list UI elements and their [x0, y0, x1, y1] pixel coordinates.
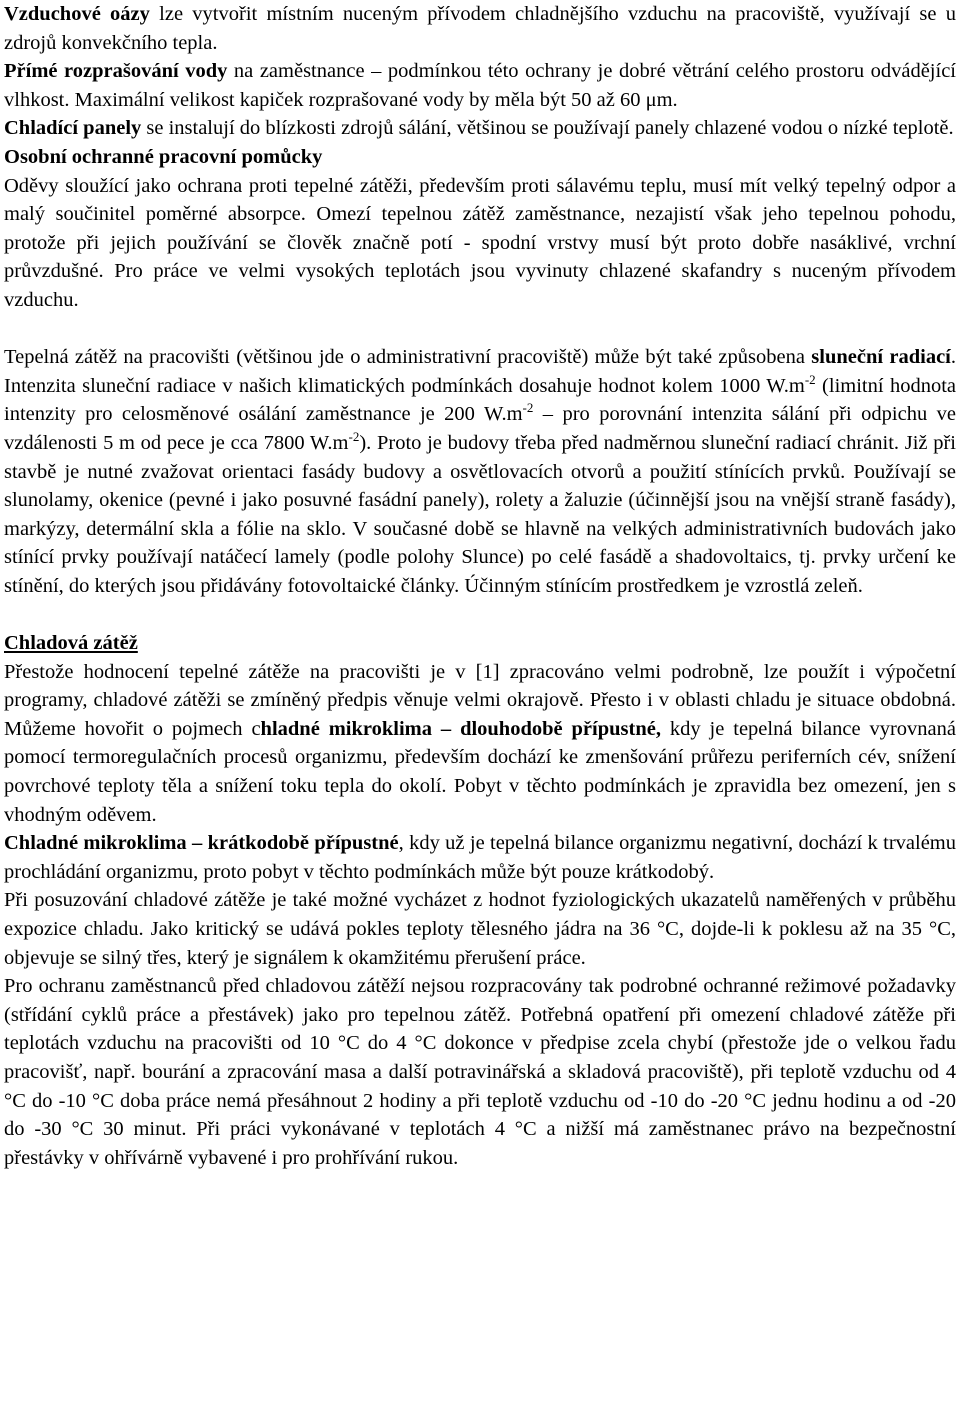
- superscript: -2: [348, 428, 360, 444]
- text-segment: , kdy už je tepelná bilance organizmu negativní, dochází k trvalému prochládání organizmu, proto pobyt v těchto podmínkách může být pouze krátkodobý.: [4, 832, 956, 883]
- text-water-spraying: na zaměstnance – podmínkou této ochrany je dobré větrání celého prostoru odvádějící vlhkost. Maximální velikost kapiček rozprašované vody by měla být 50 až 60 μm.: [4, 60, 956, 111]
- heading-cold-stress: [4, 629, 956, 658]
- term-air-oases: Vzduchové oázy: [4, 3, 150, 25]
- paragraph-cold-short-term: [4, 829, 956, 886]
- text-cooling-panels: se instalují do blízkosti zdrojů sálání, většinou se používají panely chlazené vodou o nízké teplotě.: [141, 117, 954, 140]
- heading-cold-stress-text: Chladová zátěž: [4, 632, 138, 655]
- paragraph-solar-radiation: [4, 343, 956, 600]
- paragraph-water-spraying: [4, 57, 956, 114]
- spacer: [4, 315, 956, 344]
- paragraph-cooling-panels: [4, 114, 956, 143]
- paragraph-protective-clothing: Oděvy sloužící jako ochrana proti tepelné zátěži, především proti sálavému teplu, musí mít velký tepelný odpor a malý součinitel poměrné absorpce. Omezí tepelnou zátěž zaměstnance, nezajistí však jeho tepelnou pohodu, protože při jejich používání se člověk značně potí - spodní vrstvy musí být proto dobře nasáklivé, vrchní průvzdušné. Pro práce ve velmi vysokých teplotách jsou vyvinuty chlazené skafandry s nuceným přívodem vzduchu.: [4, 174, 956, 311]
- text-segment: . Intenzita sluneční radiace v našich klimatických podmínkách dosahuje hodnot kolem 1000 W.m: [4, 346, 956, 397]
- spacer: [4, 600, 956, 629]
- term-cold-short-term: Chladné mikroklima – krátkodobě přípustné: [4, 832, 399, 855]
- text-segment: Tepelná zátěž na pracovišti (většinou jde o administrativní pracoviště) může být také způsobena: [4, 346, 812, 369]
- superscript: -2: [522, 400, 534, 416]
- text-segment: ). Proto je budovy třeba před nadměrnou sluneční radiací chránit. Již při stavbě je nutné zvažovat orientaci fasády budovy a osvětlovacích otvorů a použití stínících prvků. Používají se slunolamy, okenice (pevné i jako posuvné fasádní panely), rolety a žaluzie (účinnější jsou na vnější straně fasády), markýzy, determální skla a fólie na sklo. V současné době se hlavně na velkých administrativních budovách jako stínící prvky používají natáčecí lamely (podle polohy Slunce) po celé fasádě a shadovoltaics, tj. prvky určení ke stínění, do kterých jsou přidávány fotovoltaické články. Účinným stínícím prostředkem je vzrostlá zeleň.: [4, 431, 956, 597]
- text-air-oases: lze vytvořit místním nuceným přívodem chladnějšího vzduchu na pracoviště, využívají se u zdrojů konvekčního tepla.: [4, 3, 956, 54]
- heading-protective-equipment: Osobní ochranné pracovní pomůcky: [4, 145, 323, 168]
- term-cooling-panels: Chladící panely: [4, 117, 142, 140]
- paragraph-cold-protection: Pro ochranu zaměstnanců před chladovou zátěží nejsou rozpracovány tak podrobné ochranné režimové požadavky (střídání cyklů práce a přestávek) jako pro tepelnou zátěž. Potřebná opatření při omezení chladové zátěže při teplotách vzduchu na pracovišti od 10 °C do 4 °C dokonce v předpise zcela chybí (přestože jde o velkou řadu pracovišť, např. bourání a zpracování masa a další potravinářská a skladová pracoviště), při teplotě vzduchu od 4 °C do -10 °C doba práce nemá přesáhnout 2 hodiny a při teplotě vzduchu od -10 do -20 °C jednu hodinu a od -20 do -30 °C 30 minut. Při práci vykonávané v teplotách 4 °C a nižší má zaměstnanec právo na bezpečnostní přestávky v ohřívárně vybavené i pro prohřívání rukou.: [4, 975, 956, 1169]
- term-cold-long-term: hladné mikroklima – dlouhodobě přípustné,: [260, 717, 661, 740]
- text-segment: Přestože hodnocení tepelné zátěže na pracovišti je v [1] zpracováno velmi podrobně, lze použít i výpočetní programy, chladové zátěži se zmíněný předpis věnuje velmi okrajově. Přesto i v oblasti chladu je situace obdobná. Můžeme hovořit o pojmech c: [4, 660, 956, 740]
- text-segment: (limitní hodnota intenzity pro celosměnové osálání zaměstnance je 200 W.m: [4, 374, 957, 426]
- text-segment: kdy je tepelná bilance vyrovnaná pomocí termoregulačních procesů organizmu, především dochází ke zmenšování průřezu periferních cév, snížení povrchové teploty těla a snížení toku tepla do okolí. Pobyt v těchto podmínkách je zpravidla bez omezení, jen s vhodným oděvem.: [4, 717, 956, 826]
- paragraph-physiological-indicators: Při posuzování chladové zátěže je také možné vycházet z hodnot fyziologických ukazatelů naměřených v průběhu expozice chladu. Jako kritický se udává pokles teploty tělesného jádra na 36 °C, dojde-li k poklesu až na 35 °C, objevuje se silný třes, který je signálem k okamžitému přerušení práce.: [4, 889, 956, 969]
- paragraph-air-oases: [4, 0, 956, 57]
- paragraph-cold-long-term: [4, 658, 956, 830]
- term-water-spraying: Přímé rozprašování vody: [4, 60, 228, 83]
- term-solar-radiation: sluneční radiací: [811, 346, 951, 369]
- text-segment: – pro porovnání intenzita sálání při odpichu ve vzdálenosti 5 m od pece je cca 7800 W.m: [4, 403, 956, 454]
- superscript: -2: [804, 371, 816, 387]
